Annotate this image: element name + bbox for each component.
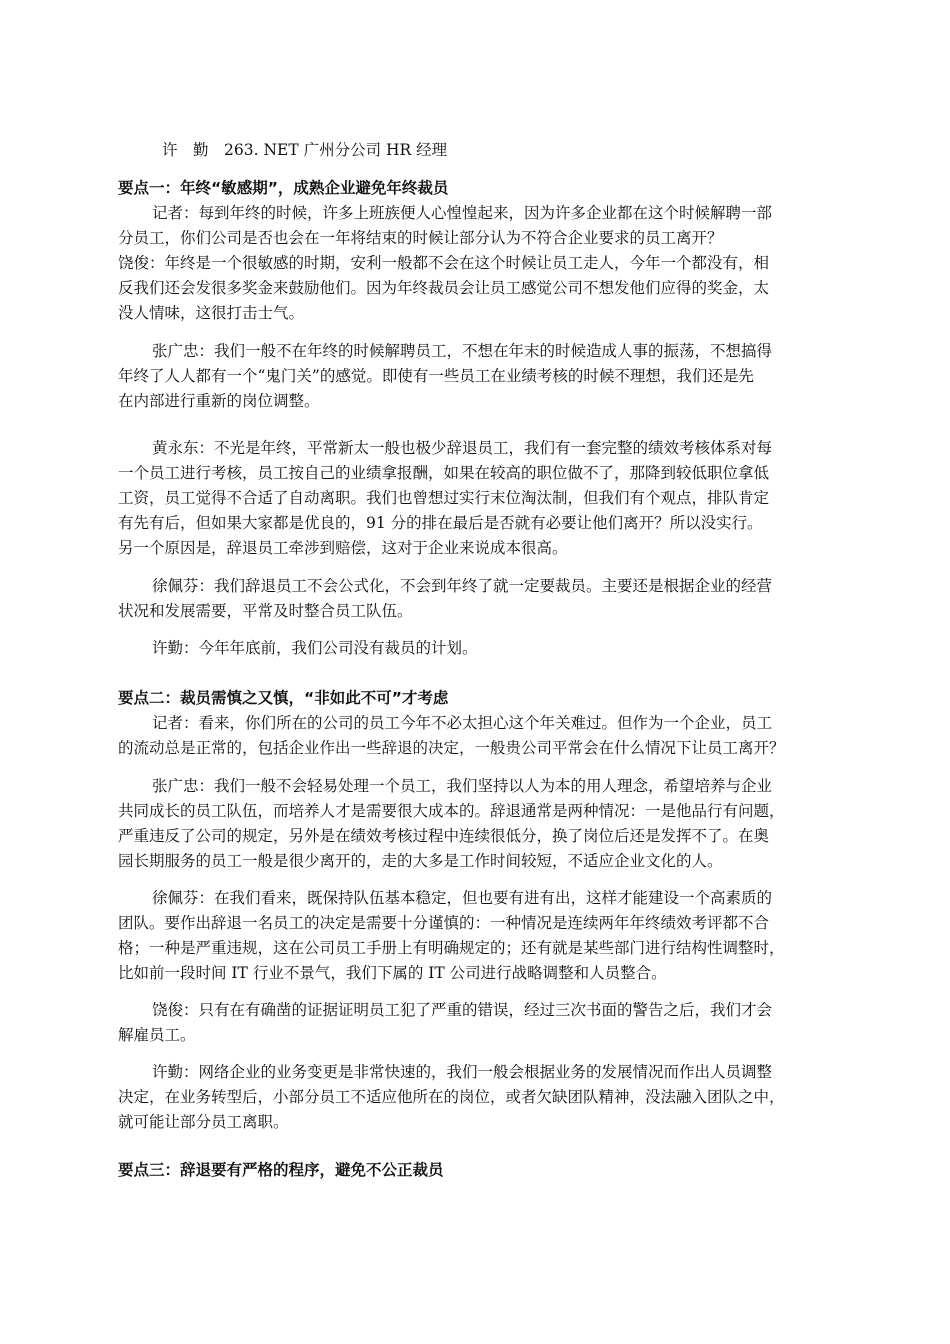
paragraph-line: 许勤：网络企业的业务变更是非常快速的，我们一般会根据业务的发展情况而作出人员调整: [152, 1063, 773, 1081]
paragraph-line: 没人情味，这很打击士气。: [118, 304, 305, 322]
paragraph-line: 一个员工进行考核，员工按自己的业绩拿报酬，如果在较高的职位做不了，那降到较低职位拿低: [118, 464, 770, 482]
paragraph-line: 园长期服务的员工一般是很少离开的，走的大多是工作时间较短，不适应企业文化的人。: [118, 852, 723, 870]
paragraph-line: 许勤：今年年底前，我们公司没有裁员的计划。: [152, 639, 478, 657]
paragraph-line: 共同成长的员工队伍，而培养人才是需要很大成本的。辞退通常是两种情况：一是他品行有问题，: [118, 802, 785, 820]
section-heading: 要点二：裁员需慎之又慎，“非如此不可”才考虑: [118, 689, 449, 707]
paragraph-line: 团队。要作出辞退一名员工的决定是需要十分谨慎的：一种情况是连续两年年终绩效考评都不合: [118, 914, 770, 932]
paragraph-line: 就可能让部分员工离职。: [118, 1113, 289, 1131]
paragraph-line: 解雇员工。: [118, 1026, 196, 1044]
paragraph-line: 比如前一段时间 IT 行业不景气，我们下属的 IT 公司进行战略调整和人员整合。: [118, 964, 667, 982]
paragraph-line: 饶俊：只有在有确凿的证据证明员工犯了严重的错误，经过三次书面的警告之后，我们才会: [152, 1001, 773, 1019]
paragraph-line: 有先有后，但如果大家都是优良的，91 分的排在最后是否就有必要让他们离开？所以没实行。: [118, 514, 763, 532]
section-heading: 要点三：辞退要有严格的程序，避免不公正裁员: [118, 1161, 444, 1179]
paragraph-line: 在内部进行重新的岗位调整。: [118, 392, 320, 410]
paragraph-line: 的流动总是正常的，包括企业作出一些辞退的决定，一般贵公司平常会在什么情况下让员工离开？: [118, 739, 785, 757]
paragraph-line: 分员工，你们公司是否也会在一年将结束的时候让部分认为不符合企业要求的员工离开？: [118, 229, 723, 247]
paragraph-line: 饶俊：年终是一个很敏感的时期，安利一般都不会在这个时候让员工走人，今年一个都没有，相: [118, 254, 770, 272]
paragraph-line: 记者：看来，你们所在的公司的员工今年不必太担心这个年关难过。但作为一个企业，员工: [152, 714, 773, 732]
paragraph-line: 张广忠：我们一般不会轻易处理一个员工，我们坚持以人为本的用人理念，希望培养与企业: [152, 777, 773, 795]
paragraph-line: 黄永东：不光是年终，平常新太一般也极少辞退员工，我们有一套完整的绩效考核体系对每: [152, 439, 773, 457]
paragraph-line: 徐佩芬：在我们看来，既保持队伍基本稳定，但也要有进有出，这样才能建设一个高素质的: [152, 889, 773, 907]
paragraph-line: 工资，员工觉得不合适了自动离职。我们也曾想过实行末位淘汰制，但我们有个观点，排队肯定: [118, 489, 770, 507]
paragraph-line: 严重违反了公司的规定，另外是在绩效考核过程中连续很低分，换了岗位后还是发挥不了。在奥: [118, 827, 770, 845]
paragraph-line: 另一个原因是，辞退员工牵涉到赔偿，这对于企业来说成本很高。: [118, 539, 568, 557]
paragraph-line: 张广忠：我们一般不在年终的时候解聘员工，不想在年末的时候造成人事的振荡，不想搞得: [152, 342, 773, 360]
paragraph-line: 反我们还会发很多奖金来鼓励他们。因为年终裁员会让员工感觉公司不想发他们应得的奖金，太: [118, 279, 770, 297]
paragraph-line: 决定，在业务转型后，小部分员工不适应他所在的岗位，或者欠缺团队精神，没法融入团队之中，: [118, 1088, 785, 1106]
paragraph-line: 徐佩芬：我们辞退员工不会公式化，不会到年终了就一定要裁员。主要还是根据企业的经营: [152, 577, 773, 595]
paragraph-line: 状况和发展需要，平常及时整合员工队伍。: [118, 602, 413, 620]
byline: 许 勤 263. NET 广州分公司 HR 经理: [162, 141, 448, 159]
paragraph-line: 年终了人人都有一个“鬼门关”的感觉。即使有一些员工在业绩考核的时候不理想，我们还是先: [118, 367, 754, 385]
section-heading: 要点一：年终“敏感期”，成熟企业避免年终裁员: [118, 179, 449, 197]
paragraph-line: 格；一种是严重违规，这在公司员工手册上有明确规定的；还有就是某些部门进行结构性调整时，: [118, 939, 785, 957]
paragraph-line: 记者：每到年终的时候，许多上班族便人心惶惶起来，因为许多企业都在这个时候解聘一部: [152, 204, 773, 222]
